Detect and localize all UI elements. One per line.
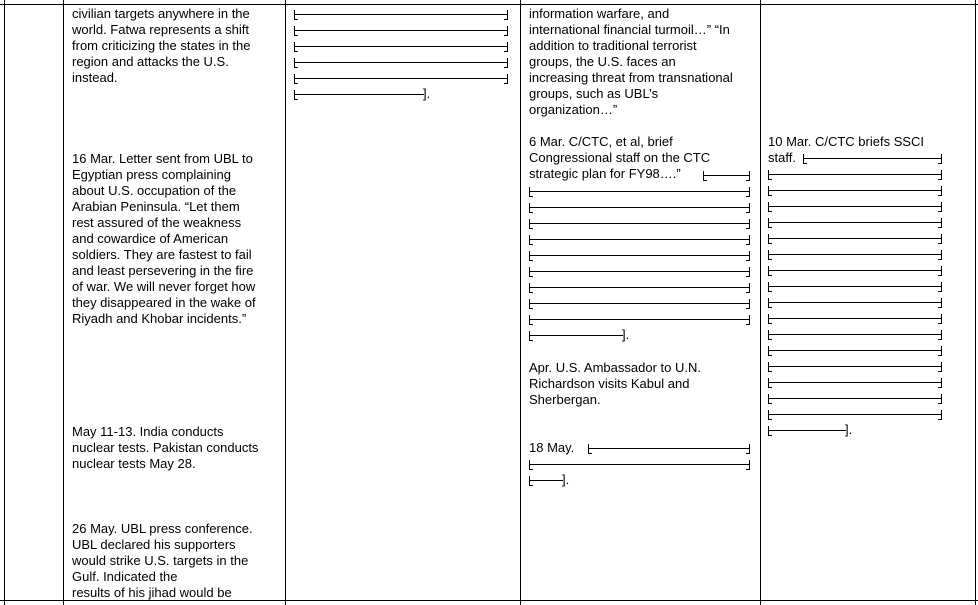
entry-richardson-visit: Apr. U.S. Ambassador to U.N. Richardson visits Kabul and Sherbergan. [529,360,701,407]
entry-ssci-brief: 10 Mar. C/CTC briefs SSCI staff. [768,134,925,165]
redaction-bracket [529,283,750,293]
redaction-bracket [768,234,942,244]
redaction-bracket [529,476,563,486]
redaction-bracket [529,299,750,309]
redaction-bracket [294,90,424,100]
column-border [975,0,976,605]
redaction-bracket [803,154,942,164]
redaction-end: ]. [562,472,570,487]
redaction-end: ]. [423,86,431,101]
redaction-bracket [294,58,508,68]
redaction-bracket [768,330,942,340]
redaction-bracket [294,10,508,20]
redaction-bracket [768,314,942,324]
redaction-bracket [529,315,750,325]
redaction-bracket [768,362,942,372]
redaction-bracket [768,378,942,388]
redaction-bracket [529,203,750,213]
redaction-bracket [768,346,942,356]
redaction-bracket [768,186,942,196]
entry-information-warfare: information warfare, and international financial turmoil…” “In addition to traditional terrorist groups, the U.S. faces an increasing threat from transnational groups, such as UBL’s organization…” [529,6,733,117]
redaction-bracket [529,331,623,341]
redaction-bracket [768,202,942,212]
redaction-bracket [529,267,750,277]
redaction-bracket [768,250,942,260]
redaction-end: ]. [845,422,853,437]
redaction-bracket [294,42,508,52]
redaction-bracket [529,251,750,261]
entry-fatwa: civilian targets anywhere in the world. Fatwa represents a shift from criticizing the states in the region and attacks the U.S. instead. [72,6,251,85]
redaction-bracket [294,26,508,36]
column-border [520,0,521,605]
redaction-bracket [703,171,750,181]
column-border [4,0,5,605]
redaction-bracket [529,460,750,470]
entry-nuclear-tests: May 11-13. India conducts nuclear tests. Pakistan conducts nuclear tests May 28. [72,424,259,471]
redaction-bracket [768,218,942,228]
redaction-bracket [768,410,942,420]
redaction-bracket [529,219,750,229]
redaction-bracket [529,187,750,197]
column-border [63,0,64,605]
table-top-border [0,4,978,5]
redaction-bracket [588,444,750,454]
redaction-bracket [768,298,942,308]
entry-ctc-brief: 6 Mar. C/CTC, et al, brief Congressional staff on the CTC strategic plan for FY98….” [529,134,711,181]
redaction-end: ]. [622,327,630,342]
entry-ubl-letter: 16 Mar. Letter sent from UBL to Egyptian press complaining about U.S. occupation of the Arabian Peninsula. “Let them rest assured of the weakness and cowardice of American soldiers. They are fastest to fail and least persevering in the fire of war. We will never forget how they disappeared in the wake of Riyadh and Khobar incidents.” [72,151,256,326]
redaction-bracket [768,282,942,292]
redaction-bracket [768,426,846,436]
redaction-bracket [768,266,942,276]
column-border [285,0,286,605]
entry-may-18: 18 May. [529,440,575,455]
redaction-bracket [529,235,750,245]
column-border [760,0,761,605]
redaction-bracket [294,74,508,84]
entry-ubl-press-conference: 26 May. UBL press conference. UBL declared his supporters would strike U.S. targets in the Gulf. Indicated the results of his jihad would be [72,521,253,600]
redaction-bracket [768,394,942,404]
redaction-bracket [768,170,942,180]
